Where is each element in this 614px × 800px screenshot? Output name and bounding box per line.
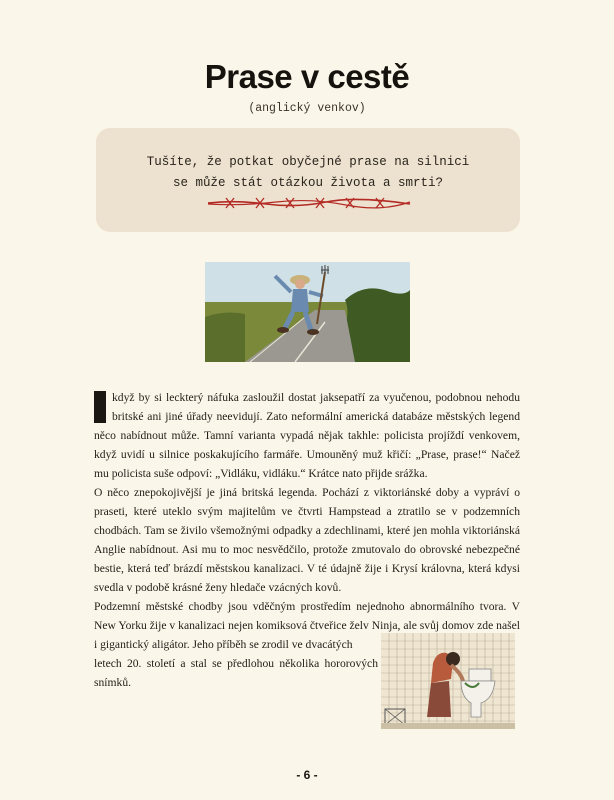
farmer-road-illustration	[205, 262, 410, 362]
page-subtitle: (anglický venkov)	[248, 102, 366, 115]
teaser-line-2: se může stát otázkou života a smrti?	[172, 176, 444, 190]
paragraph-1-text: když by si leckterý náfuka zasloužil dostat jaksepatří za vyučenou, podobnou nehodu britské ani jiné úřady neevidují. Zato neformální americká databáze městských legend něco nabídnout může. Tamní varianta vypadá nějak takhle: policista projíždí venkovem, když uvidí u silnice poskakujícího farmáře. Umouněný muž křičí: „Prase, prase!“ Načež mu policista suše odpoví: „Vidláku, vidláku.“ Krátce nato přijde srážka.	[94, 391, 520, 480]
paragraph-1	[94, 388, 520, 483]
teaser-text	[96, 152, 520, 194]
paragraph-2: O něco znepokojivější je jiná britská legenda. Pochází z viktoriánské doby a vypráví o praseti, které uteklo svým majitelům ve čtvrti Hampstead a ztratilo se v podzemních chodbách. Tam se živilo všemožnými odpadky a zdechlinami, které jen mohla viktoriánská Anglie nabídnout. Asi mu to moc nesvědčilo, protože zmutovalo do obrovské nebezpečné bestie, která teď brázdí městskou kanalizaci. V té údajně žije i Krysí královna, která kdysi svedla v podobě krásné ženy hledače vzácných kovů.	[94, 486, 520, 594]
drop-cap	[94, 391, 106, 423]
page-number: - 6 -	[296, 768, 318, 782]
teaser-line-1: Tušíte, že potkat obyčejné prase na silnici	[146, 155, 470, 169]
teaser-box	[96, 128, 520, 232]
page-title: Prase v cestě	[204, 58, 410, 95]
paragraph-4: letech 20. století a stal se předlohou několika hororových snímků.	[94, 657, 378, 689]
barbed-wire-icon	[206, 196, 412, 210]
paragraph-3: Podzemní městské chodby jsou vděčným prostředím nejednoho abnormálního tvora. V New Yorku žije v kanalizaci nejen komiksová čtveřice želv Ninja, ale svůj domov zde našel i gigantický aligátor. Jeho příběh se zrodil ve dvacátých	[94, 600, 520, 651]
sewer-toilet-illustration	[381, 633, 515, 729]
